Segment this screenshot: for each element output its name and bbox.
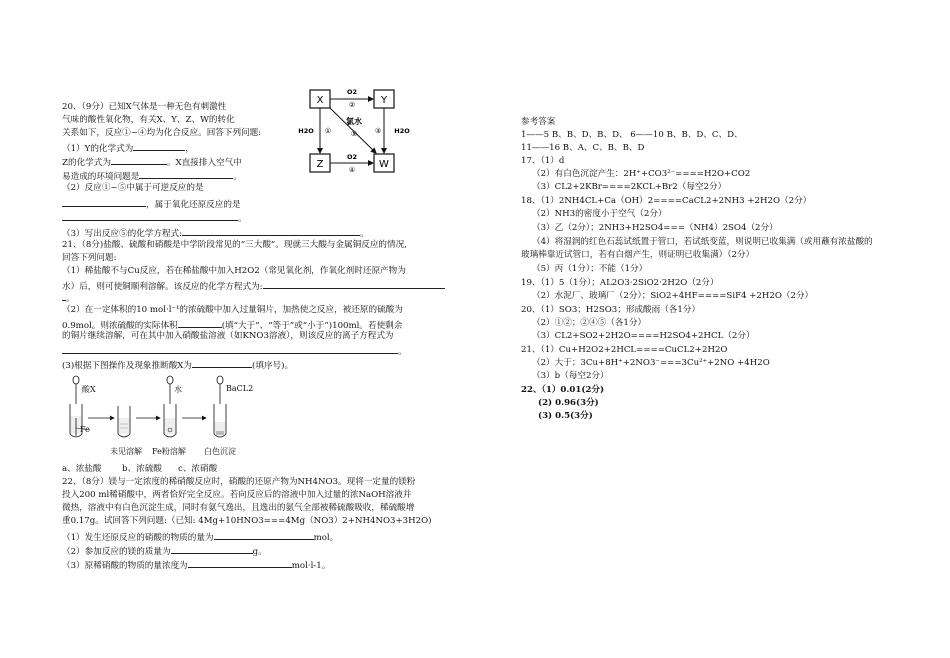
answer-line: （2）大于；3Cu+8H⁺+2NO3⁻===3Cu²⁺+2NO +4H2O [532,358,770,368]
q21-line [62,291,75,305]
dropper-icon [167,376,173,404]
q21-text: 。 [398,347,407,357]
q20-text: 。 [238,214,247,224]
answer-line: 20、（1）SO3；H2SO3；形成酸雨（各1分） [521,305,701,315]
test-tube-icon [164,404,176,437]
answer-line: 17、（1）d [521,156,565,166]
choice-a: a、浓盐酸 [62,464,102,474]
q20-line [62,226,369,240]
answer-line: （2）NH3的密度小于空气（2分） [532,209,667,219]
q21-text: (3)根据下图操作及现象推断酸X为 [62,361,193,371]
choice-c: c、浓硝酸 [178,464,218,474]
answer-line: （3）b（每空2分） [532,371,609,381]
label-bacl2: BaCL2 [226,384,254,393]
q20-text: （3）写出反应⑤的化学方程式: [62,229,183,239]
answer-line: 玻璃棒靠近试管口，若有白烟产生，则证明已收集满）（2分） [521,250,755,260]
q21-line [62,318,402,332]
q20-line [62,197,241,211]
q22-text: （3）原稀硝酸的物质的量浓度为 [62,561,188,571]
answer-blank[interactable] [188,558,292,568]
q22-text: mol·l-1。 [291,561,331,571]
q20-text: 。 [360,229,369,239]
answer-blank[interactable] [139,169,233,179]
answer-line: （2）①②；②④⑤（各1分） [532,318,647,328]
q21-text: 0.9mol。则浓硫酸的实际体积 [62,321,178,331]
label-y: Y [380,95,388,106]
q21-text: 。 [66,294,75,304]
answer-line: (2) 0.96(3分) [538,398,599,408]
q22-line [62,544,267,558]
answer-blank[interactable] [62,197,146,207]
q22-text: mol。 [313,533,339,543]
q21-line: 回答下列问题: [62,253,117,263]
answer-blank[interactable] [133,141,185,151]
label-r2: ② [348,101,356,109]
q20-text: 。X直接排入空气中 [166,158,242,168]
answer-blank[interactable] [171,544,253,554]
answer-blank[interactable] [62,344,398,354]
q20-line [62,155,242,169]
answer-line: （4）将湿润的红色石蕊试纸置于管口，若试纸变蓝，则说明已收集满（或用蘸有浓盐酸的 [532,237,873,247]
answer-blank[interactable] [62,211,238,221]
q22-line [62,558,330,572]
q21-line: 的铜片继续溶解，可在其中加入硝酸盐溶液（如KNO3溶液），则该反应的离子方程式为 [62,331,394,341]
label-r5: ⑤ [350,130,358,138]
q21-line [62,358,293,372]
label-h2o-left: H2O [298,127,314,135]
answer-blank[interactable] [263,279,445,289]
answer-line: (3) 0.5(3分) [538,411,593,421]
answer-line: 22、（1）0.01(2分) [521,385,605,395]
label-white-precipitate: 白色沉淀 [204,447,236,456]
q20-text: 易造成的环境问题是 [62,172,140,182]
label-h2o-right: H2O [394,127,410,135]
q20-line: （2）反应①~⑤中属于可逆反应的是 [62,183,204,193]
q22-line: 投入200 ml稀硝酸中，两者恰好完全反应。若向反应后的溶液中加入过量的浓NaOH溶液并 [62,490,412,500]
q21-line [62,279,445,293]
label-fe: Fe [80,425,90,434]
answer-line: 18、（1）2NH4CL+Ca（OH）2====CaCL2+2NH3 +2H2O（2分） [521,196,812,206]
q22-text: （1）发生还原反应的硝酸的物质的量为 [62,533,214,543]
answer-line: （2）有白色沉淀产生：2H⁺+CO3²⁻====H2O+CO2 [532,169,751,179]
q22-line: 微热，溶液中有白色沉淀生成，同时有氨气逸出，且逸出的氨气全部被稀硫酸吸收，稀硫酸增 [62,503,415,513]
test-tube-icon [118,406,130,437]
q22-line: 重0.17g。试回答下列问题:（已知: 4Mg+10HNO3===4Mg（NO3）2+NH4NO3+3H2O) [62,516,432,526]
label-r3: ③ [374,127,382,135]
answer-title: 参考答案 [521,117,556,127]
q20-line: 关系如下，反应①~④均为化合反应。回答下列问题: [62,128,262,138]
label-acid-x: 酸X [82,385,96,394]
answer-blank[interactable] [111,155,167,165]
q22-text: （2）参加反应的镁的质量为 [62,547,171,557]
q22-line [62,530,338,544]
q20-text: ， [185,144,194,154]
answer-line: （2）水泥厂、玻璃厂（2分）；SiO2+4HF====SiF4 +2H2O（2分） [532,291,814,301]
q20-text: Z的化学式为 [62,158,111,168]
label-r4: ④ [348,166,356,174]
label-water: 水 [174,385,182,394]
choice-b: b、浓硫酸 [122,464,162,474]
answer-blank[interactable] [214,530,314,540]
q20-line [62,141,194,155]
dropper-icon [217,376,223,404]
answer-line: 21、（1）Cu+H2O2+2HCL====CuCL2+2H2O [521,345,728,355]
label-z: Z [316,159,324,170]
q20-line [62,169,242,183]
label-fe-dissolved: Fe粉溶解 [152,447,186,456]
q20-line: 20、（9分）已知X气体是一种无色有刺激性 [62,102,227,112]
label-r1: ① [324,127,332,135]
q21-text: (填“大于”、“等于”或“小于”)100ml。若使剩余 [221,321,403,331]
test-tube-icon [214,404,226,437]
q21-line: （2）在一定体积的10 mol·l⁻¹的浓硫酸中加入过量铜片，加热使之反应，被还原的硫酸为 [62,305,403,315]
answer-line: （5）丙（1分）；不能（1分） [532,264,648,274]
q20-text: 。 [233,172,242,182]
answer-line: 1——5 B、B、D、B、D、 6——10 B、B、D、C、D、 [521,130,743,140]
label-o2-bottom: O2 [346,153,358,161]
answer-blank[interactable] [182,226,360,236]
label-w: W [379,159,389,170]
label-x: X [316,95,324,106]
q21-text: (填序号)。 [252,361,294,371]
q20-text: （1）Y的化学式为 [62,144,134,154]
q20-line [62,211,247,225]
label-o2-top: O2 [346,88,358,96]
answer-line: 19、（1）5（1分）；AL2O3·2SiO2·2H2O（2分） [521,278,719,288]
answer-line: 11——16 B、A、C、B、B、D [521,143,645,153]
answer-blank[interactable] [192,358,252,368]
q22-line: 22、（8分）镁与一定浓度的稀硝酸反应时，硝酸的还原产物为NH4NO3。现将一定量的镁粉 [62,477,416,487]
dropper-icon [73,376,79,404]
conversion-diagram [296,86,416,178]
q21-line [62,344,407,358]
answer-line: （3）CL2+SO2+2H2O====H2SO4+2HCL（2分） [532,331,755,341]
label-chlorine-water: 氯水 [346,117,362,126]
q20-text: ，属于氧化还原反应的是 [146,200,241,210]
answer-line: （3）CL2+2KBr====2KCL+Br2（每空2分） [532,182,727,192]
answer-blank[interactable] [178,318,222,328]
q21-line: （1）稀盐酸不与Cu反应，若在稀盐酸中加入H2O2（常见氧化剂，作氧化剂时还原产物为 [62,266,406,276]
q21-text: 水）后，则可使铜顺利溶解。该反应的化学方程式为: [62,282,263,292]
q20-line: 气味的酸性氧化物，有关X、Y、Z、W的转化 [62,115,235,125]
q22-text: g。 [252,547,267,557]
q21-line: 21、（8分)盐酸、硫酸和硝酸是中学阶段常见的“三大酸”。现就三大酸与金属铜反应的情况, [62,240,407,250]
label-not-dissolved: 未见溶解 [110,447,142,456]
answer-line: （3）乙（2分）；2NH3+H2SO4===（NH4）2SO4（2分） [532,223,778,233]
